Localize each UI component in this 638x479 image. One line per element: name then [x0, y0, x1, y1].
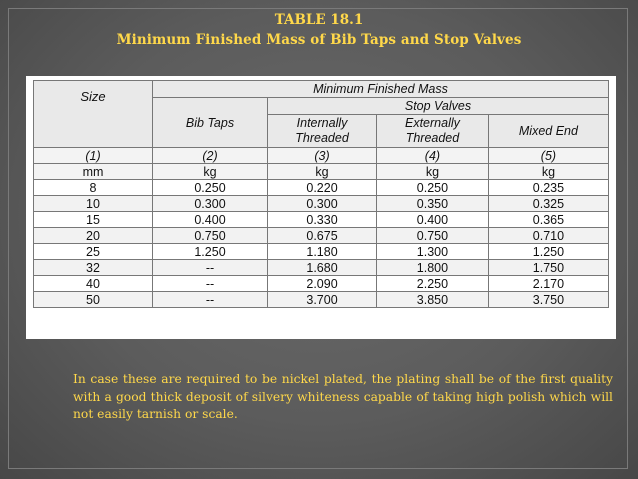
table-cell: 3.700 [268, 292, 377, 308]
table-cell: 0.250 [153, 180, 268, 196]
header-internally-line2: Threaded [295, 131, 349, 145]
unit-1: mm [34, 164, 153, 180]
unit-row [34, 164, 609, 180]
table-cell: 0.400 [153, 212, 268, 228]
table-cell: -- [153, 292, 268, 308]
table-cell: 8 [34, 180, 153, 196]
header-externally-threaded [377, 115, 489, 148]
note-paragraph: In case these are required to be nickel plated, the plating shall be of the first quality with a good thick deposit of silvery whiteness capable of taking high polish which will not easily tarnish or scale. [73, 372, 613, 421]
header-internally-threaded [268, 115, 377, 148]
table-cell: -- [153, 276, 268, 292]
table-row [34, 228, 609, 244]
table-cell: 0.300 [153, 196, 268, 212]
table-caption: Minimum Finished Mass of Bib Taps and Stop Valves [116, 32, 522, 48]
col-number-1: (1) [34, 148, 153, 164]
column-number-row [34, 148, 609, 164]
table-cell: 1.300 [377, 244, 489, 260]
col-number-5: (5) [488, 148, 608, 164]
table-cell: 10 [34, 196, 153, 212]
table-cell: 1.680 [268, 260, 377, 276]
table-panel [26, 76, 616, 339]
table-cell: 0.330 [268, 212, 377, 228]
table-cell: 0.710 [488, 228, 608, 244]
table-cell: 1.800 [377, 260, 489, 276]
slide-title [0, 10, 638, 50]
table-cell: 1.180 [268, 244, 377, 260]
table-cell: 3.850 [377, 292, 489, 308]
header-stop-valves: Stop Valves [268, 98, 609, 115]
table-cell: 0.350 [377, 196, 489, 212]
table-row [34, 292, 609, 308]
table-row [34, 196, 609, 212]
table-cell: 1.750 [488, 260, 608, 276]
table-row [34, 260, 609, 276]
header-row-1 [34, 81, 609, 98]
table-cell: 1.250 [488, 244, 608, 260]
table-cell: 0.300 [268, 196, 377, 212]
table-cell: 0.750 [153, 228, 268, 244]
table-cell: 0.750 [377, 228, 489, 244]
unit-4: kg [377, 164, 489, 180]
col-number-3: (3) [268, 148, 377, 164]
table-cell: 20 [34, 228, 153, 244]
header-min-mass: Minimum Finished Mass [153, 81, 609, 98]
table-cell: 15 [34, 212, 153, 228]
table-cell: 32 [34, 260, 153, 276]
unit-2: kg [153, 164, 268, 180]
header-mixed-end: Mixed End [488, 115, 608, 148]
mass-table [33, 80, 609, 308]
header-size: Size [34, 81, 153, 148]
unit-5: kg [488, 164, 608, 180]
table-cell: 0.235 [488, 180, 608, 196]
table-row [34, 212, 609, 228]
table-cell: 0.325 [488, 196, 608, 212]
col-number-4: (4) [377, 148, 489, 164]
table-number: TABLE 18.1 [274, 12, 364, 28]
table-cell: 0.400 [377, 212, 489, 228]
header-internally-line1: Internally [296, 116, 348, 130]
table-cell: 2.170 [488, 276, 608, 292]
unit-3: kg [268, 164, 377, 180]
table-cell: 0.250 [377, 180, 489, 196]
table-cell: 2.250 [377, 276, 489, 292]
table-cell: 1.250 [153, 244, 268, 260]
table-row [34, 180, 609, 196]
table-cell: 0.365 [488, 212, 608, 228]
table-cell: 2.090 [268, 276, 377, 292]
table-cell: 0.675 [268, 228, 377, 244]
header-externally-line2: Threaded [405, 131, 460, 145]
table-cell: 40 [34, 276, 153, 292]
table-cell: 25 [34, 244, 153, 260]
table-row [34, 244, 609, 260]
table-cell: -- [153, 260, 268, 276]
table-row [34, 276, 609, 292]
data-rows [34, 180, 609, 308]
table-cell: 3.750 [488, 292, 608, 308]
header-externally-line1: Externally [405, 116, 460, 130]
table-cell: 0.220 [268, 180, 377, 196]
header-bib-taps: Bib Taps [153, 98, 268, 148]
col-number-2: (2) [153, 148, 268, 164]
table-cell: 50 [34, 292, 153, 308]
